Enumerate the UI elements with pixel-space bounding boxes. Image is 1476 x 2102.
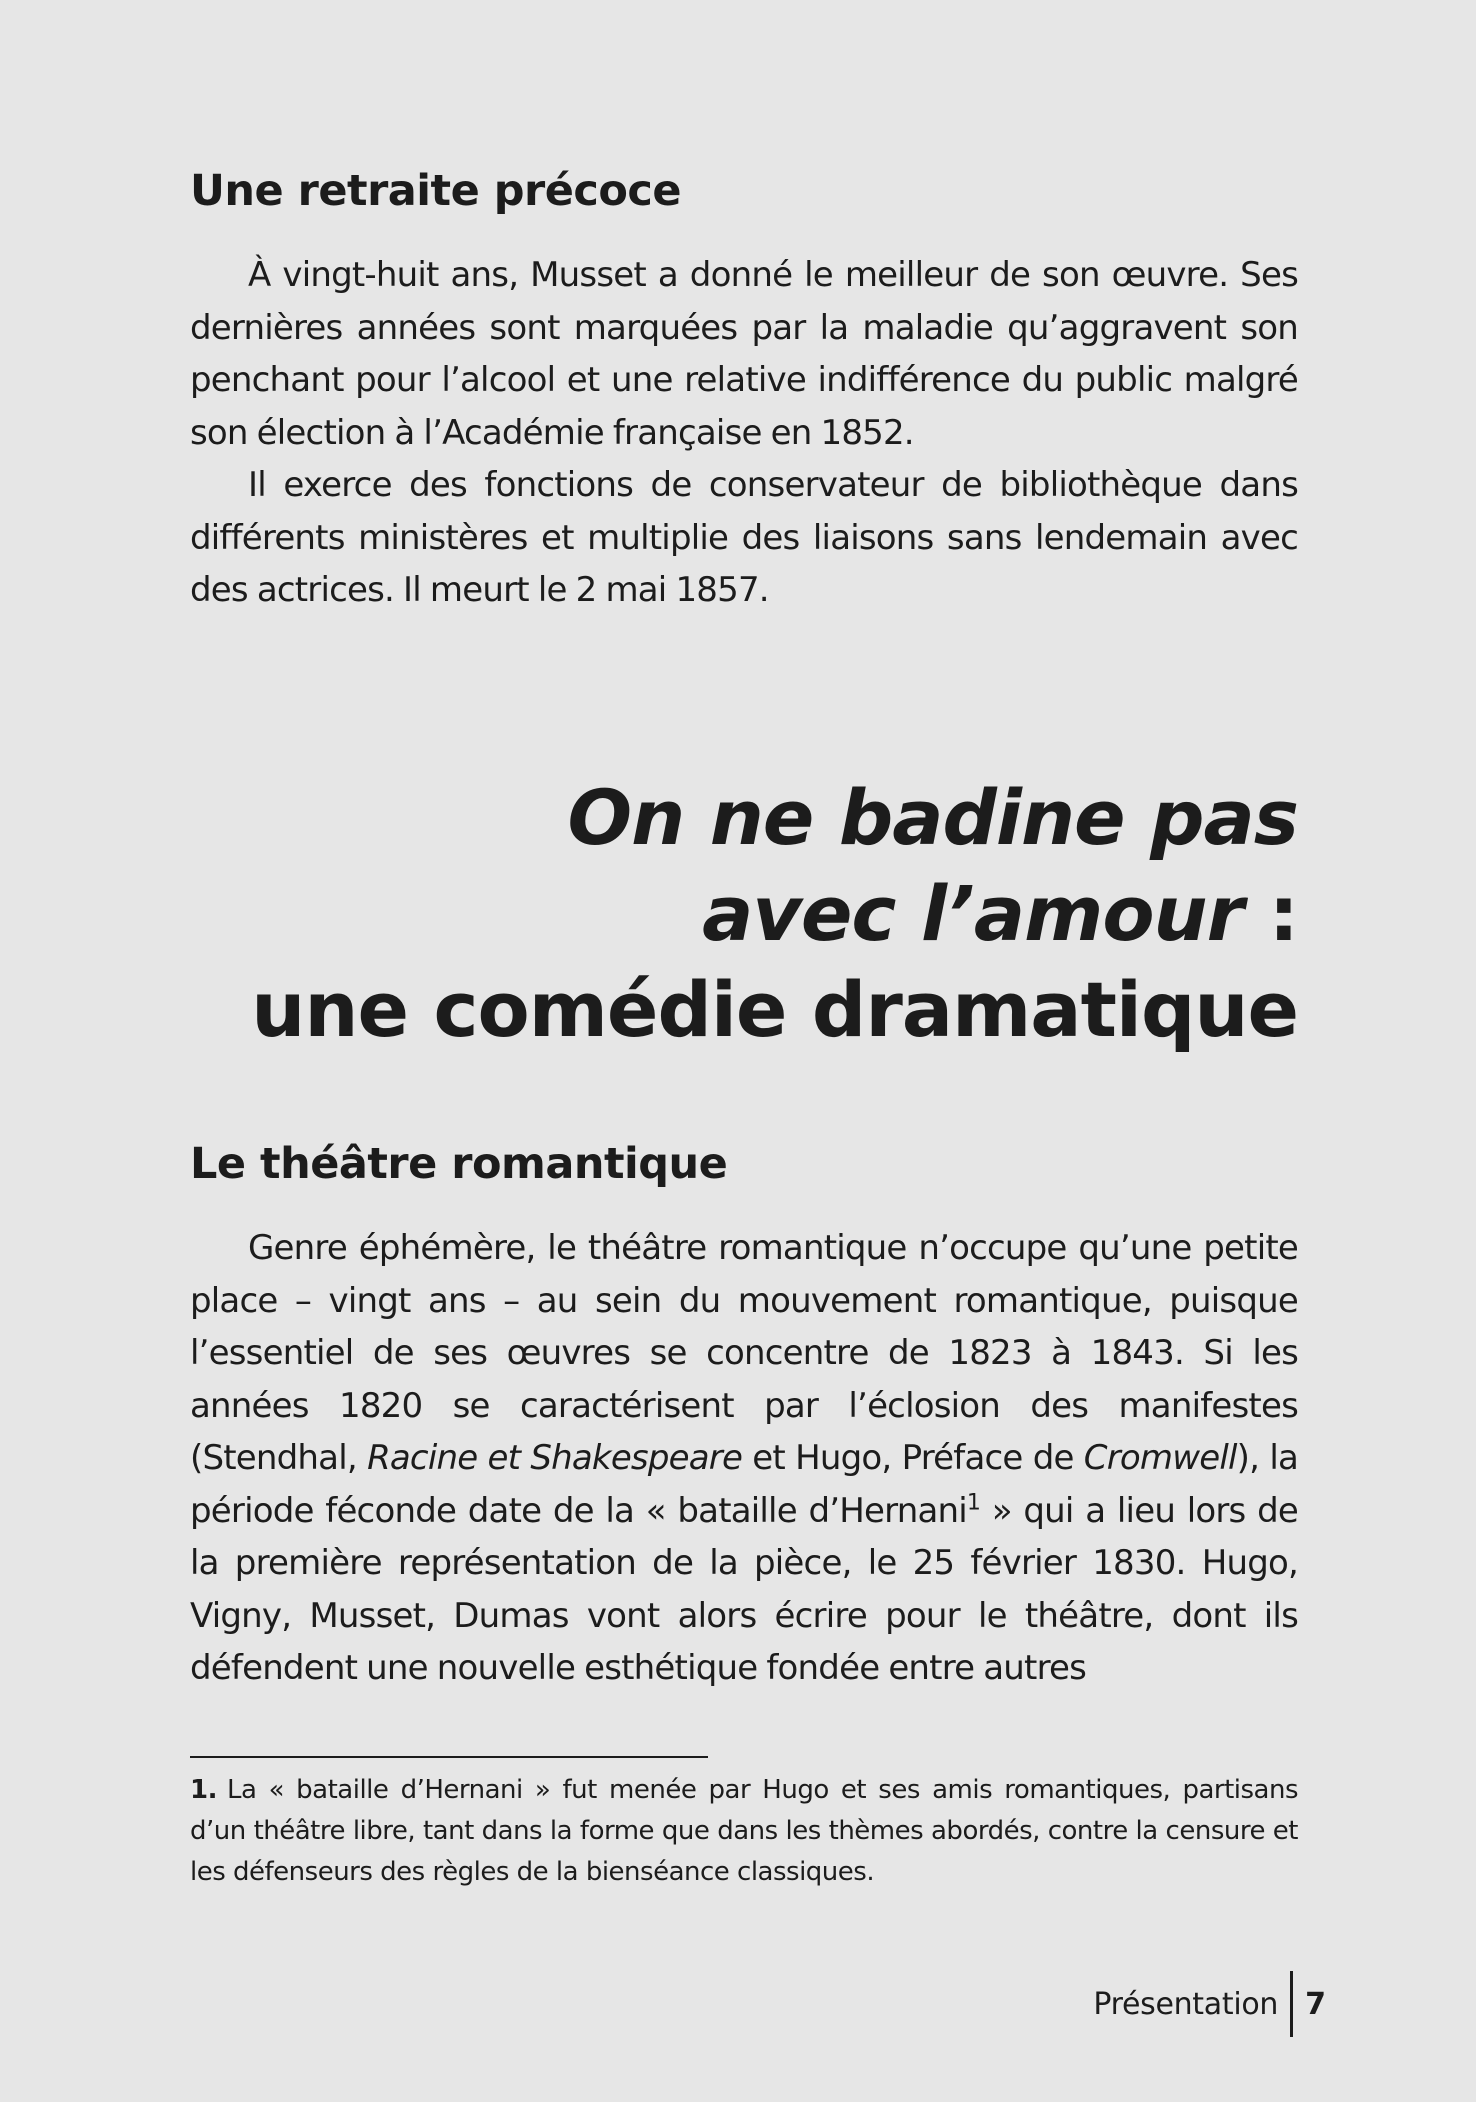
paragraph: À vingt-huit ans, Musset a donné le meilleur de son œuvre. Ses dernières années sont marquées par la maladie qu’aggravent son penchant pour l’alcool et une relative indifférence du public malgré son élection à l’Académie française en 1852.	[190, 255, 1298, 453]
chapter-title-line2: avec l’amour	[702, 869, 1244, 958]
section-body-retraite	[190, 249, 1298, 617]
work-title: Cromwell	[1083, 1438, 1237, 1478]
footnote-ref[interactable]: 1	[966, 1490, 981, 1516]
chapter-title-line3: une comédie dramatique	[251, 965, 1298, 1054]
text-run: » qui a lieu lors de la première représentation de la pièce, le 25 février 1830. Hugo, Vigny, Musset, Dumas vont alors écrire pour le théâtre, dont ils défendent une nouvelle esthétique fondée entre autres	[190, 1490, 1298, 1688]
paragraph	[190, 1222, 1298, 1695]
footnote-number: 1.	[190, 1775, 217, 1805]
running-section-title: Présentation	[1093, 1986, 1279, 2022]
section-body-theatre	[190, 1222, 1298, 1695]
text-run: et Hugo, Préface de	[742, 1438, 1084, 1478]
page-footer	[1093, 1976, 1326, 2032]
chapter-title	[251, 770, 1298, 1058]
section-heading-theatre: Le théâtre romantique	[190, 1139, 728, 1189]
text-run: Genre éphémère, le théâtre romantique n’occupe qu’une petite place – vingt ans – au sein du mouvement romantique, puisque l’essentiel de ses œuvres se concentre de 1823 à 1843. Si les années 1820 se caractérisent par l’éclosion des manifestes (Stendhal,	[190, 1228, 1298, 1478]
footnote	[190, 1770, 1298, 1893]
footnote-divider	[190, 1756, 708, 1758]
chapter-title-line1: On ne badine pas	[567, 773, 1298, 862]
work-title: Racine et Shakespeare	[367, 1438, 743, 1478]
section-heading-retraite: Une retraite précoce	[190, 166, 682, 216]
page-number: 7	[1305, 1986, 1326, 2022]
footnote-text: La « bataille d’Hernani » fut menée par Hugo et ses amis romantiques, partisans d’un théâtre libre, tant dans la forme que dans les thèmes abordés, contre la censure et les défenseurs des règles de la bienséance classiques.	[190, 1775, 1298, 1887]
paragraph: Il exerce des fonctions de conservateur de bibliothèque dans différents ministères et multiplie des liaisons sans lendemain avec des actrices. Il meurt le 2 mai 1857.	[190, 465, 1298, 610]
chapter-title-colon: :	[1243, 869, 1298, 958]
text-run: ), la période féconde date de la « bataille d’Hernani	[190, 1438, 1299, 1531]
